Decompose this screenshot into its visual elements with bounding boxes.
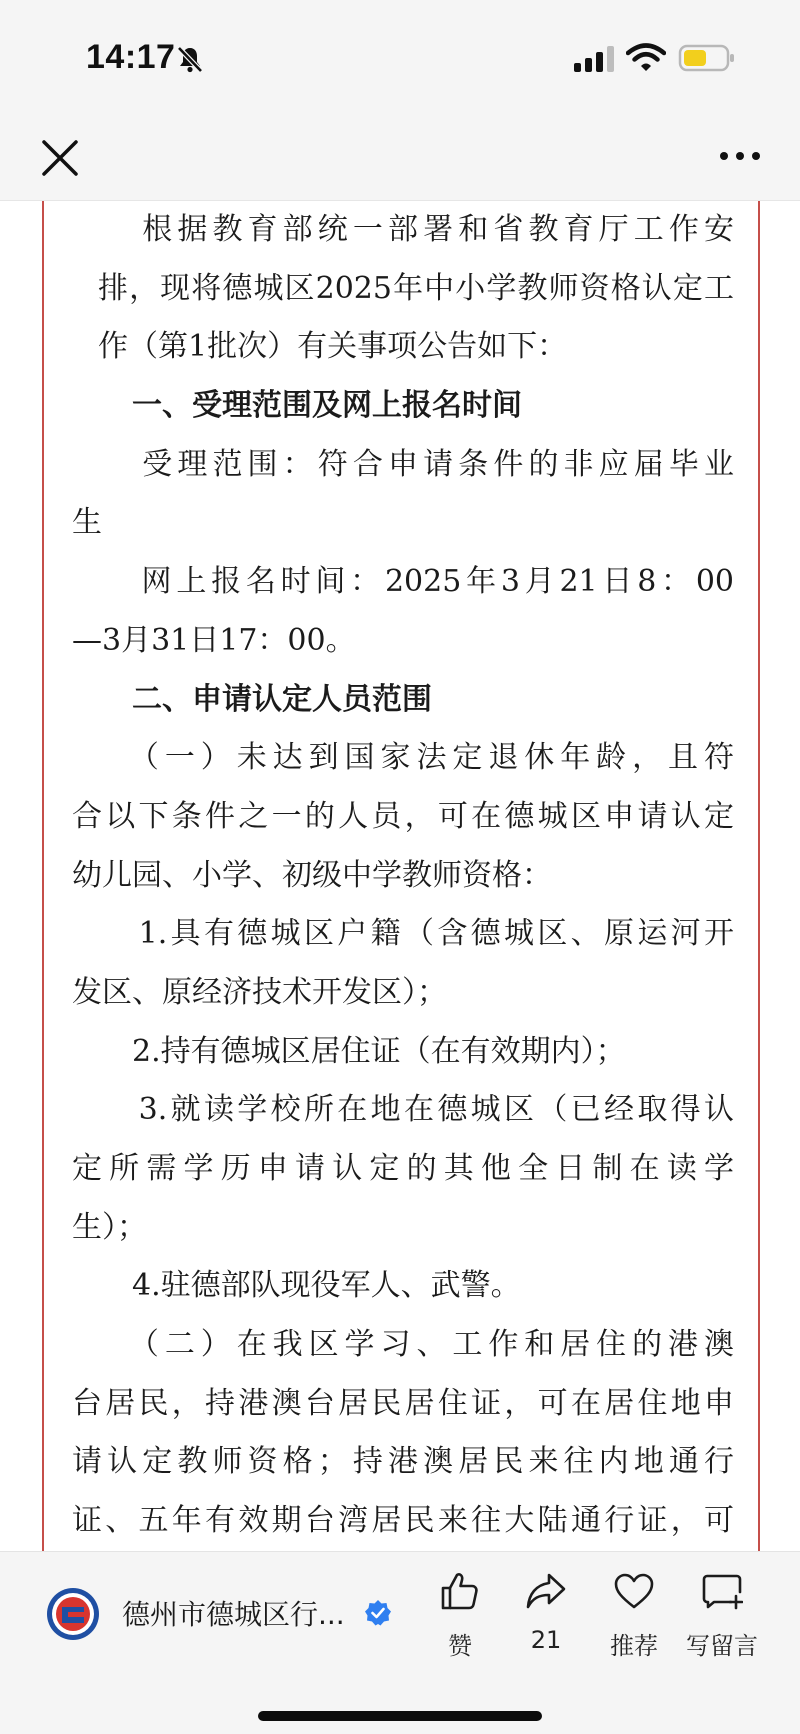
article-line: （二）在我区学习、工作和居住的港澳	[72, 1327, 734, 1363]
article-line: 幼儿园、小学、初级中学教师资格：	[72, 857, 552, 893]
article-line: 受理范围：符合申请条件的非应届毕业	[72, 446, 734, 482]
cellular-signal-icon	[572, 44, 618, 74]
like-button[interactable]	[414, 1570, 506, 1670]
article-line: 合以下条件之一的人员，可在德城区申请认定	[72, 798, 734, 834]
section-heading: 二、申请认定人员范围	[72, 681, 432, 717]
share-button[interactable]	[500, 1570, 592, 1670]
article-line: 2.持有德城区居住证（在有效期内）；	[72, 1033, 626, 1069]
thumbs-up-icon	[439, 1570, 481, 1612]
article-line: 排，现将德城区2025年中小学教师资格认定工	[98, 270, 734, 306]
article-line: 证、五年有效期台湾居民来往大陆通行证，可	[72, 1503, 734, 1539]
article-line: 根据教育部统一部署和省教育厅工作安	[72, 212, 734, 247]
share-count: 21	[530, 1626, 562, 1654]
share-icon	[525, 1570, 567, 1612]
nav-bar	[0, 120, 800, 201]
wifi-icon	[626, 42, 666, 74]
more-options-icon[interactable]	[716, 144, 764, 168]
account-avatar[interactable]	[46, 1587, 100, 1641]
account-name[interactable]: 德州市德城区行...	[122, 1598, 345, 1631]
article-line: 作（第1批次）有关事项公告如下：	[98, 329, 568, 365]
article-line: 请认定教师资格；持港澳居民来往内地通行	[72, 1444, 734, 1480]
article-line: 台居民，持港澳台居民居住证，可在居住地申	[72, 1385, 734, 1421]
article-line: 定所需学历申请认定的其他全日制在读学	[72, 1151, 734, 1186]
verified-badge-icon	[364, 1599, 392, 1627]
article-line: 4.驻德部队现役军人、武警。	[72, 1268, 521, 1304]
article-line: 生	[72, 505, 102, 541]
comment-icon	[701, 1570, 743, 1612]
write-comment-label: 写留言	[686, 1632, 758, 1660]
home-indicator	[258, 1711, 542, 1721]
status-time: 14:17	[86, 38, 176, 76]
battery-icon	[678, 43, 736, 73]
article-line: 3.就读学校所在地在德城区（已经取得认	[72, 1092, 734, 1128]
red-frame-right-border	[758, 201, 760, 1551]
article-body	[72, 201, 734, 1551]
heart-icon	[613, 1570, 655, 1612]
write-comment-button[interactable]	[676, 1570, 768, 1670]
bell-muted-icon	[175, 44, 205, 74]
recommend-button[interactable]	[588, 1570, 680, 1670]
red-frame-left-border	[42, 201, 44, 1551]
article-line: 1.具有德城区户籍（含德城区、原运河开	[72, 916, 734, 952]
article-line: —3月31日17：00。	[72, 622, 356, 658]
article-line: 发区、原经济技术开发区）；	[72, 974, 447, 1010]
article-line: （一）未达到国家法定退休年龄，且符	[72, 740, 734, 776]
article-content	[0, 201, 800, 1551]
status-bar	[0, 0, 800, 120]
bottom-action-bar	[0, 1551, 800, 1734]
recommend-label: 推荐	[610, 1632, 658, 1660]
section-heading: 一、受理范围及网上报名时间	[72, 388, 522, 424]
article-line: 网上报名时间：2025年3月21日8：00	[72, 564, 734, 600]
like-label: 赞	[448, 1632, 472, 1660]
article-line: 生）；	[72, 1209, 147, 1245]
close-icon[interactable]	[38, 136, 82, 180]
